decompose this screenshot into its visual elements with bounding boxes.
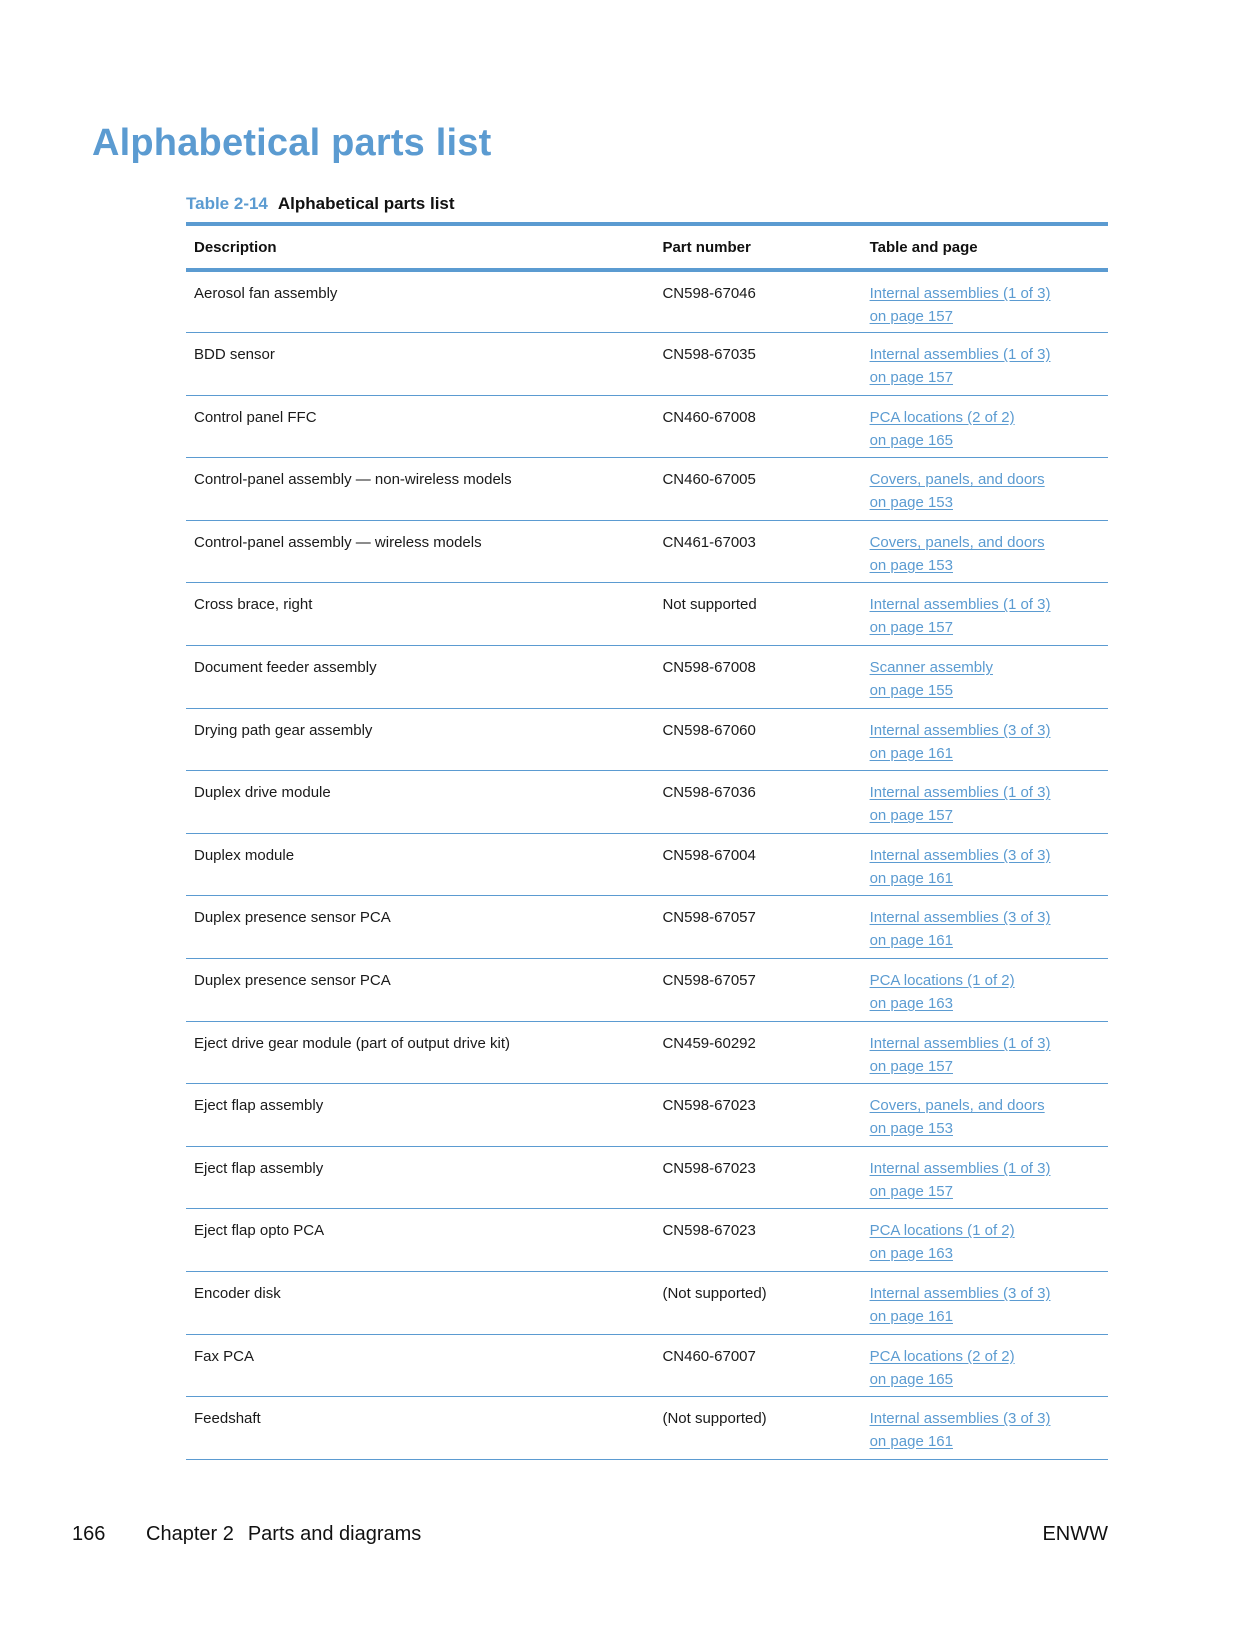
- cell-description: Encoder disk: [194, 1285, 281, 1302]
- page-reference-link[interactable]: on page 153: [869, 494, 953, 512]
- page-reference-link[interactable]: on page 157: [869, 619, 953, 637]
- table-caption: [186, 194, 455, 214]
- cross-reference-link[interactable]: Internal assemblies (1 of 3): [869, 784, 1051, 802]
- column-header-description: Description: [194, 238, 277, 256]
- table-row: [186, 583, 1108, 646]
- table-row: [186, 1021, 1108, 1084]
- cell-part-number: CN598-67008: [662, 659, 756, 677]
- cell-description: Control panel FFC: [194, 408, 317, 426]
- page-reference-link[interactable]: on page 161: [869, 932, 953, 950]
- cell-part-number: (Not supported): [662, 1285, 767, 1302]
- cell-part-number: CN460-67005: [662, 471, 756, 489]
- cell-part-number: CN460-67008: [662, 408, 756, 426]
- cross-reference-link[interactable]: Internal assemblies (3 of 3): [869, 1285, 1051, 1302]
- cell-table-and-page: [862, 896, 1108, 959]
- table-caption-number: Table 2-14: [186, 194, 268, 213]
- cell-description: Eject flap assembly: [194, 1159, 324, 1177]
- cell-description: Fax PCA: [194, 1347, 255, 1365]
- cell-part-number: CN598-67023: [662, 1159, 756, 1177]
- page-reference-link[interactable]: on page 155: [869, 682, 953, 700]
- cross-reference-link[interactable]: PCA locations (1 of 2): [869, 972, 1015, 990]
- cell-description: Duplex presence sensor PCA: [194, 972, 391, 990]
- footer-doc-label: ENWW: [1042, 1523, 1108, 1545]
- page-reference-link[interactable]: on page 153: [869, 1120, 953, 1138]
- table-row: [186, 896, 1108, 959]
- table-row: [186, 1334, 1108, 1397]
- table-row: [186, 395, 1108, 458]
- page-reference-link[interactable]: on page 161: [869, 869, 953, 887]
- parts-table: [186, 222, 1108, 1460]
- table-row: [186, 708, 1108, 771]
- page-reference-link[interactable]: on page 161: [869, 744, 953, 762]
- table-row: [186, 833, 1108, 896]
- cross-reference-link[interactable]: Internal assemblies (1 of 3): [869, 596, 1051, 614]
- cell-part-number: CN598-67035: [662, 346, 756, 364]
- cell-table-and-page: [862, 1146, 1108, 1209]
- parts-table-body: [186, 270, 1108, 1459]
- table-row: [186, 1272, 1108, 1335]
- cross-reference-link[interactable]: Scanner assembly: [869, 659, 993, 677]
- cross-reference-link[interactable]: Internal assemblies (1 of 3): [869, 1034, 1051, 1052]
- table-row: [186, 1397, 1108, 1460]
- cell-description: Cross brace, right: [194, 596, 313, 614]
- page-reference-link[interactable]: on page 153: [869, 556, 953, 574]
- cell-table-and-page: [862, 458, 1108, 521]
- cross-reference-link[interactable]: Internal assemblies (1 of 3): [869, 1159, 1051, 1177]
- footer-page-number: 166: [72, 1523, 106, 1545]
- cell-table-and-page: [862, 395, 1108, 458]
- column-header-part-number: Part number: [662, 238, 751, 256]
- cell-table-and-page: [862, 708, 1108, 771]
- page-reference-link[interactable]: on page 165: [869, 431, 953, 449]
- cell-part-number: (Not supported): [662, 1410, 767, 1428]
- page-reference-link[interactable]: on page 157: [869, 1057, 953, 1075]
- cross-reference-link[interactable]: Internal assemblies (1 of 3): [869, 285, 1051, 302]
- cell-table-and-page: [862, 959, 1108, 1022]
- footer-chapter: [146, 1523, 421, 1546]
- page-reference-link[interactable]: on page 157: [869, 807, 953, 825]
- table-row: [186, 959, 1108, 1022]
- cell-description: Feedshaft: [194, 1410, 261, 1428]
- cell-description: Aerosol fan assembly: [194, 285, 338, 302]
- page-reference-link[interactable]: on page 161: [869, 1308, 953, 1325]
- cross-reference-link[interactable]: PCA locations (2 of 2): [869, 1347, 1015, 1365]
- cell-description: Eject drive gear module (part of output drive kit): [194, 1034, 510, 1052]
- cell-part-number: CN598-67057: [662, 909, 756, 927]
- cell-part-number: CN598-67023: [662, 1097, 756, 1115]
- cross-reference-link[interactable]: PCA locations (1 of 2): [869, 1222, 1015, 1240]
- cross-reference-link[interactable]: Internal assemblies (3 of 3): [869, 846, 1051, 864]
- table-row: [186, 458, 1108, 521]
- cell-description: BDD sensor: [194, 346, 275, 364]
- cross-reference-link[interactable]: Covers, panels, and doors: [869, 471, 1045, 489]
- cell-description: Document feeder assembly: [194, 659, 377, 677]
- table-row: [186, 520, 1108, 583]
- page-reference-link[interactable]: on page 161: [869, 1433, 953, 1451]
- footer-chapter-title: Parts and diagrams: [247, 1523, 422, 1545]
- table-row: [186, 333, 1108, 396]
- cell-table-and-page: [862, 1397, 1108, 1460]
- cell-part-number: CN598-67036: [662, 784, 756, 802]
- page-title: Alphabetical parts list: [92, 122, 492, 164]
- page-reference-link[interactable]: on page 165: [869, 1370, 953, 1388]
- cell-description: Duplex module: [194, 846, 295, 864]
- cell-table-and-page: [862, 833, 1108, 896]
- table-row: [186, 270, 1108, 333]
- cell-part-number: CN598-67060: [662, 721, 756, 739]
- cell-part-number: CN459-60292: [662, 1034, 756, 1052]
- cell-description: Duplex drive module: [194, 784, 331, 802]
- table-row: [186, 1084, 1108, 1147]
- table-row: [186, 1146, 1108, 1209]
- cell-part-number: CN460-67007: [662, 1347, 756, 1365]
- page-reference-link[interactable]: on page 157: [869, 369, 953, 387]
- cell-table-and-page: [862, 1209, 1108, 1272]
- page-reference-link[interactable]: on page 163: [869, 995, 953, 1013]
- cell-part-number: CN598-67057: [662, 972, 756, 990]
- column-header-table-and-page: Table and page: [869, 238, 978, 256]
- cross-reference-link[interactable]: Internal assemblies (3 of 3): [869, 909, 1051, 927]
- cell-table-and-page: [862, 1334, 1108, 1397]
- cell-description: Drying path gear assembly: [194, 721, 373, 739]
- cell-table-and-page: [862, 646, 1108, 709]
- cell-description: Eject flap opto PCA: [194, 1222, 325, 1240]
- page-reference-link[interactable]: on page 157: [869, 1182, 953, 1200]
- cell-part-number: Not supported: [662, 596, 757, 614]
- page-reference-link[interactable]: on page 157: [869, 308, 953, 325]
- cell-table-and-page: [862, 583, 1108, 646]
- cell-table-and-page: [862, 771, 1108, 834]
- cross-reference-link[interactable]: PCA locations (2 of 2): [869, 408, 1015, 426]
- table-caption-title: Alphabetical parts list: [277, 194, 455, 213]
- cell-table-and-page: [862, 1272, 1108, 1335]
- cell-part-number: CN598-67046: [662, 285, 756, 302]
- cell-table-and-page: [862, 270, 1108, 333]
- cell-description: Eject flap assembly: [194, 1097, 324, 1115]
- table-row: [186, 646, 1108, 709]
- cross-reference-link[interactable]: Internal assemblies (3 of 3): [869, 721, 1051, 739]
- table-row: [186, 1209, 1108, 1272]
- cross-reference-link[interactable]: Covers, panels, and doors: [869, 1097, 1045, 1115]
- footer-chapter-label: Chapter 2: [146, 1523, 234, 1545]
- cell-part-number: CN461-67003: [662, 533, 756, 551]
- page-reference-link[interactable]: on page 163: [869, 1245, 953, 1263]
- cross-reference-link[interactable]: Internal assemblies (3 of 3): [869, 1410, 1051, 1428]
- cross-reference-link[interactable]: Covers, panels, and doors: [869, 533, 1045, 551]
- cell-table-and-page: [862, 1084, 1108, 1147]
- cross-reference-link[interactable]: Internal assemblies (1 of 3): [869, 346, 1051, 364]
- parts-table-header: [186, 224, 1108, 270]
- cell-part-number: CN598-67004: [662, 846, 756, 864]
- cell-table-and-page: [862, 520, 1108, 583]
- table-row: [186, 771, 1108, 834]
- header-row: [186, 224, 1108, 270]
- cell-description: Duplex presence sensor PCA: [194, 909, 391, 927]
- cell-description: Control-panel assembly — non-wireless models: [194, 471, 512, 489]
- cell-part-number: CN598-67023: [662, 1222, 756, 1240]
- cell-table-and-page: [862, 1021, 1108, 1084]
- cell-table-and-page: [862, 333, 1108, 396]
- cell-description: Control-panel assembly — wireless models: [194, 533, 482, 551]
